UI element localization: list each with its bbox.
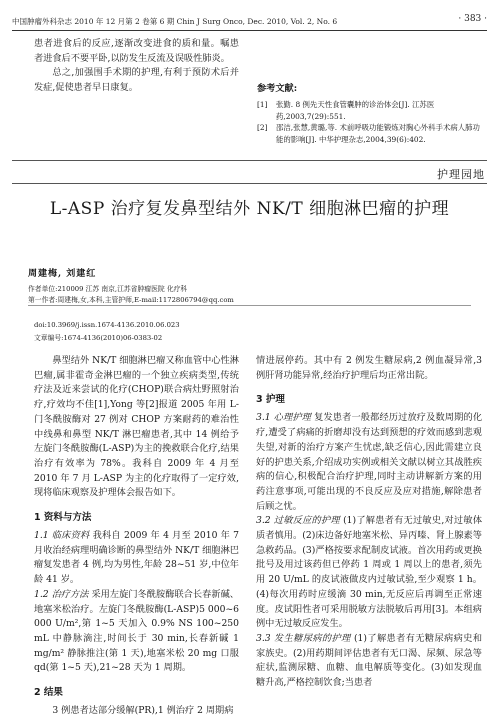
meta-rule xyxy=(28,305,471,306)
subsection-label: 3.2 过敏反应的护理 xyxy=(256,515,340,527)
tail-paragraph-2: 总之,加强围手术期的护理,有利于预防术后并发症,促使患者早日康复。 xyxy=(34,67,239,94)
reference-text: 邵洁,张慧,黄璐,等. 术前呼吸功能锻炼对胸心外科手术病人肺功能的影响[J]. 中华护理杂志,2004,39(6):402. xyxy=(276,123,480,144)
running-header xyxy=(12,14,487,28)
doi: doi:10.3969/j.issn.1674-4136.2010.06.023 xyxy=(34,321,180,329)
treatment-text: 采用左旋门冬酰胺酶联合长春新碱、地塞米松治疗。左旋门冬酰胺酶(L-ASP)5 000~6 000 U/m²,第 1~5 天加入 0.9% NS 100~250 mL 中静脉滴注,时间长于 30 min,长春新碱 1 mg/m² 静脉推注(第 1 天),地塞米松 20 mg 口服 qd(第 1~5 天),21~28 天为 1 周期。 xyxy=(34,588,239,674)
reference-number: [2] xyxy=(257,123,268,132)
section-top-rule xyxy=(12,160,487,161)
reference-item xyxy=(257,99,482,122)
references-heading: 参考文献: xyxy=(257,83,298,94)
page-number: · 383 · xyxy=(458,14,487,24)
reference-text: 张勤. 8 例先天性食管囊肿的诊治体会[J]. 江苏医药,2003,7(29):551. xyxy=(276,100,435,121)
results-text: 3 例患者达部分缓解(PR),1 例治疗 2 周期病 xyxy=(52,705,234,717)
previous-article-tail xyxy=(34,37,239,96)
header-rule xyxy=(12,30,487,31)
diabetes-nursing-text: (1)了解患者有无糖尿病病史和家族史。(2)用药期间评估患者有无口渴、尿频、尿急等症状,监测尿糖、血糖、血电解质等变化。(3)如发现血糖升高,严格控制饮食;当患者 xyxy=(256,632,483,689)
section-heading-nursing: 3 护理 xyxy=(256,394,285,406)
article-authors: 周建梅, 刘建红 xyxy=(28,269,97,279)
section-label: 护理园地 xyxy=(437,168,485,181)
author-affiliation: 作者单位:210009 江苏 南京,江苏省肿瘤医院 化疗科 xyxy=(28,285,188,293)
article-title: L-ASP 治疗复发鼻型结外 NK/T 细胞淋巴瘤的护理 xyxy=(49,199,450,219)
section-bottom-rule xyxy=(12,183,487,184)
intro-paragraph: 鼻型结外 NK/T 细胞淋巴瘤又称血管中心性淋巴瘤,属非霍奇金淋巴瘤的一个独立疾病类型,传统疗法及近来尝试的化疗(CHOP)联合病灶野照射治疗,疗效均不佳[1],Yong 等[2]报道 2005 年用 L-门冬酰胺酶对 27 例对 CHOP 方案耐药的难治性中线鼻和鼻型 NK/T 淋巴瘤患者,其中 14 例给予左旋门冬酰胺酶(L-ASP)为主的挽救联合化疗,结果治疗有效率为 78%。我科自 2009 年 4 月至 2010 年 7 月 L-ASP 为主的化疗取得了一定疗效,现将临床观察及护理体会报告如下。 xyxy=(34,355,239,499)
allergy-nursing-text: (1)了解患者有无过敏史,对过敏体质者慎用。(2)床边备好地塞米松、异丙嗪、肾上腺素等急救药品。(3)严格按要求配制皮试液。首次用药或更换批号及用过该药但已停药 1 周或 1 周以上的患者,须先用 20 U/mL 的皮试液做皮内过敏试验,至少观察 1 h。(4)每次用药时应缓滴 30 min,无反应后再调至正常速度。皮试阳性者可采用脱敏方法脱敏后再用[3]。本组病例中无过敏反应发生。 xyxy=(256,515,483,630)
psychological-nursing-text: 复发患者一般都经历过放疗及数周期的化疗,遭受了病痛的折磨却没有达到预想的疗效而感到悲观失望,对新的治疗方案产生忧虑,缺乏信心,因此需建立良好的护患关系,介绍成功实例或相关文献以树立其战胜疾病的信心,积极配合治疗护理,同时主动讲解新方案的用药注意事项,可能出现的不良反应及应对措施,解除患者后顾之忧。 xyxy=(256,412,483,512)
clinical-data-text: 我科自 2009 年 4 月至 2010 年 7 月收治经病理明确诊断的鼻型结外 NK/T 细胞淋巴瘤复发患者 4 例,均为男性,年龄 28~51 岁,中位年龄 41 岁。 xyxy=(34,530,239,586)
reference-item xyxy=(257,122,482,145)
journal-info: 中国肿瘤外科杂志 2010 年 12 月第 2 卷第 6 期 Chin J Surg Onco, Dec. 2010, Vol. 2, No. 6 xyxy=(12,17,338,26)
subsection-label: 3.3 发生糖尿病的护理 xyxy=(256,632,351,644)
section-heading-results: 2 结果 xyxy=(34,687,63,699)
first-author-info: 第一作者:周建梅,女,本科,主管护师,E-mail:1172806794@qq.com xyxy=(28,296,234,304)
references xyxy=(257,80,482,145)
article-number: 文章编号:1674-4136(2010)06-0383-02 xyxy=(34,334,163,342)
section-heading-materials: 1 资料与方法 xyxy=(34,512,92,524)
subsection-label: 1.2 治疗方法 xyxy=(34,588,89,600)
tail-paragraph-1: 患者进食后的反应,逐渐改变进食的质和量。嘱患者进食后不要平卧,以防发生反流及误吸性肺炎。 xyxy=(34,38,239,64)
subsection-label: 1.1 临床资料 xyxy=(34,530,90,542)
body-left-column xyxy=(34,354,239,719)
reference-number: [1] xyxy=(257,100,268,109)
results-continued: 情进展停药。其中有 2 例发生糖尿病,2 例血凝异常,3 例肝肾功能异常,经治疗护理后均正常出院。 xyxy=(256,355,482,381)
subsection-label: 3.1 心理护理 xyxy=(256,412,312,424)
body-right-column xyxy=(256,354,482,691)
